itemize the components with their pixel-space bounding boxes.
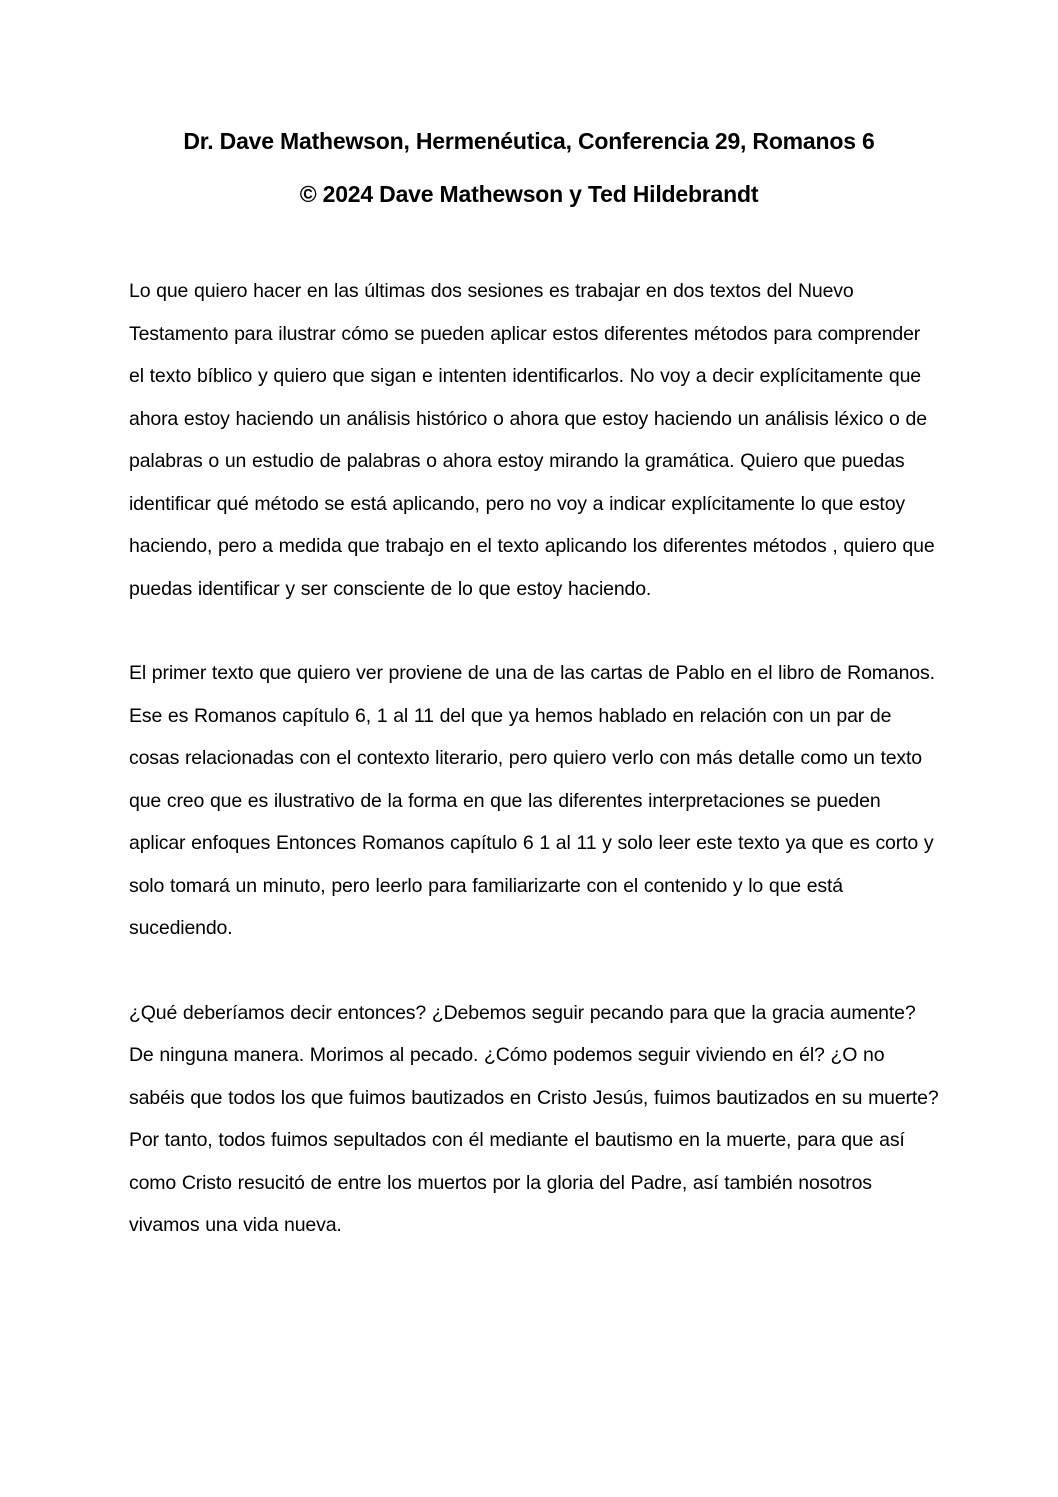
- document-body: [129, 270, 939, 1289]
- paragraph-scripture-quote: ¿Qué deberíamos decir entonces? ¿Debemos seguir pecando para que la gracia aumente? De ninguna manera. Morimos al pecado. ¿Cómo podemos seguir viviendo en él? ¿O no sabéis que todos los que fuimos bautizados en Cristo Jesús, fuimos bautizados en su muerte? Por tanto, todos fuimos sepultados con él mediante el bautismo en la muerte, para que así como Cristo resucitó de entre los muertos por la gloria del Padre, así también nosotros vivamos una vida nueva.: [129, 1001, 939, 1236]
- title-block: [0, 126, 1058, 209]
- paragraph-intro: Lo que quiero hacer en las últimas dos sesiones es trabajar en dos textos del Nuevo Testamento para ilustrar cómo se pueden aplicar estos diferentes métodos para comprender el texto bíblico y quiero que sigan e intenten identificarlos. No voy a decir explícitamente que ahora estoy haciendo un análisis histórico o ahora que estoy haciendo un análisis léxico o de palabras o un estudio de palabras o ahora estoy mirando la gramática. Quiero que puedas identificar qué método se está aplicando, pero no voy a indicar explícitamente lo que estoy haciendo, pero a medida que trabajo en el texto aplicando los diferentes métodos , quiero que puedas identificar y ser consciente de lo que estoy haciendo.: [129, 280, 935, 600]
- paragraph-first-text: El primer texto que quiero ver proviene de una de las cartas de Pablo en el libro de Romanos. Ese es Romanos capítulo 6, 1 al 11 del que ya hemos hablado en relación con un par de cosas relacionadas con el contexto literario, pero quiero verlo con más detalle como un texto que creo que es ilustrativo de la forma en que las diferentes interpretaciones se pueden aplicar enfoques Entonces Romanos capítulo 6 1 al 11 y solo leer este texto ya que es corto y solo tomará un minuto, pero leerlo para familiarizarte con el contenido y lo que está sucediendo.: [129, 662, 935, 939]
- document-title: Dr. Dave Mathewson, Hermenéutica, Conferencia 29, Romanos 6: [183, 128, 875, 154]
- copyright-line: © 2024 Dave Mathewson y Ted Hildebrandt: [299, 181, 759, 207]
